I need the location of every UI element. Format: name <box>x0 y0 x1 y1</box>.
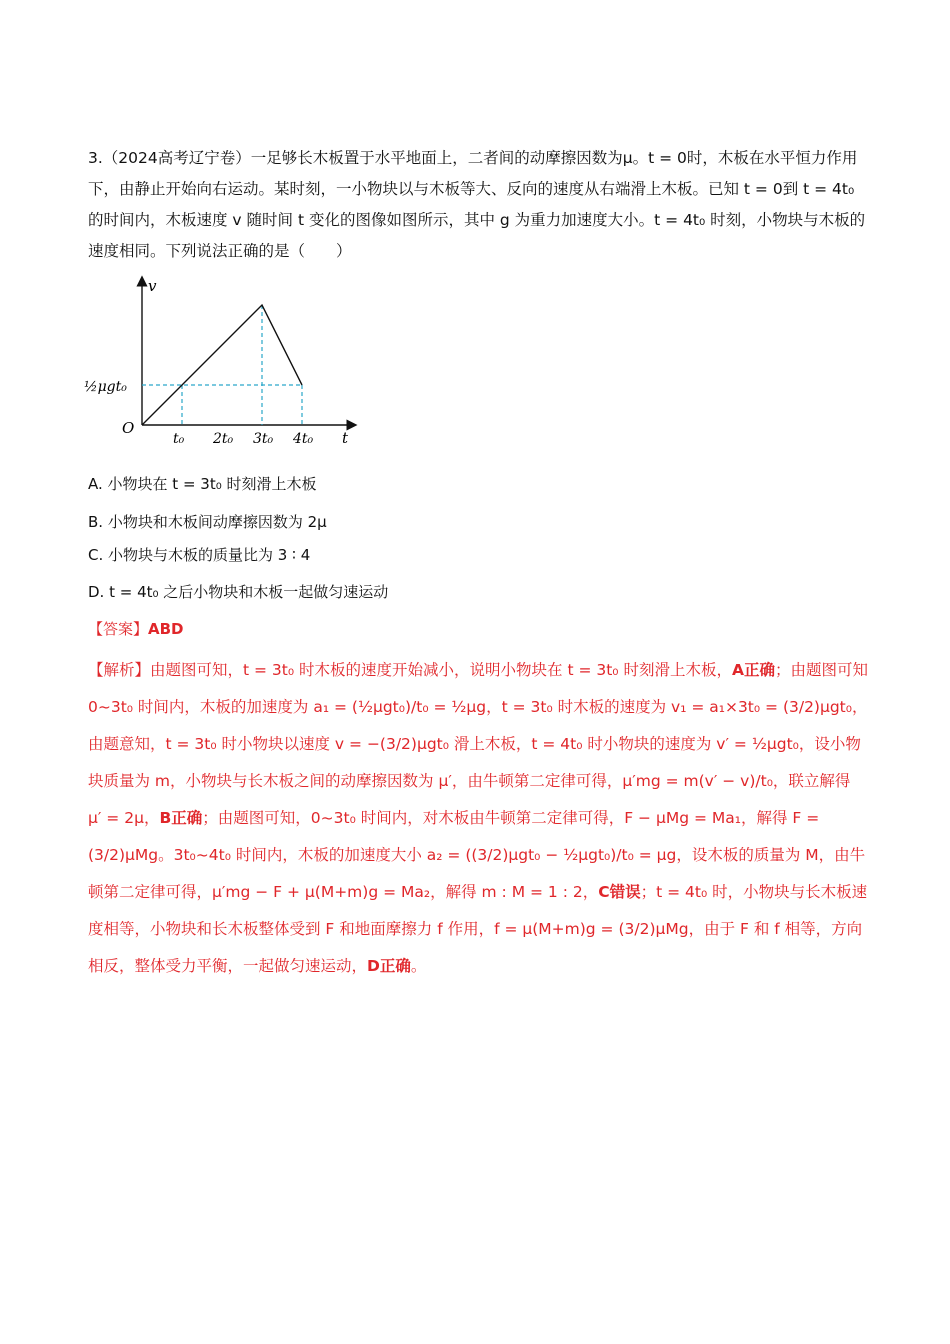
analysis-p2: ；由题图可知 0~3t₀ 时间内，木板的加速度为 a₁ = (½μgt₀)/t₀ = ½μg，t = 3t₀ 时木板的速度为 v₁ = a₁×3t₀ = (3/2)μgt₀，由题意知，t = 3t₀ 时小物块以速度 v = −(3/2)μgt₀ 滑上木板，t = 4t₀ 时小物块的速度为 v′ = ½μgt₀，设小物块质量为 m，小物块与长木板之间的动摩擦因数为 μ′，由牛顿第二定律可得，μ′mg = m(v′ − v)/t₀，联立解得 μ′ = 2μ， <box>88 661 868 827</box>
answer-line <box>88 618 184 639</box>
analysis-p4: ；t = 4t₀ 时，小物块与长木板速度相等，小物块和长木板整体受到 F 和地面摩擦力 f 作用，f = μ(M+m)g = (3/2)μMg，由于 F 和 f 相等，方向相反，整体受力平衡，一起做匀速运动， <box>88 883 868 975</box>
analysis-c-wrong: C错误 <box>598 883 641 901</box>
y-tick-label: ½μgt₀ <box>84 379 127 395</box>
option-a[interactable]: A. 小物块在 t = 3t₀ 时刻滑上木板 <box>88 475 317 493</box>
option-b[interactable]: B. 小物块和木板间动摩擦因数为 2μ <box>88 513 327 531</box>
analysis-d-correct: D正确 <box>367 957 411 975</box>
option-c[interactable]: C. 小物块与木板的质量比为 3 ∶ 4 <box>88 546 311 564</box>
analysis-p3: ；由题图可知，0~3t₀ 时间内，对木板由牛顿第二定律可得，F − μMg = Ma₁，解得 F = (3/2)μMg。3t₀~4t₀ 时间内，木板的加速度大小 a₂ = ((3/2)μgt₀ − ½μgt₀)/t₀ = μg，设木板的质量为 M，由牛顿第二定律可得，μ′mg − F + μ(M+m)g = Ma₂，解得 m : M = 1 : 2， <box>88 809 866 901</box>
option-d[interactable]: D. t = 4t₀ 之后小物块和木板一起做匀速运动 <box>88 583 389 601</box>
analysis-p1: 由题图可知，t = 3t₀ 时木板的速度开始减小，说明小物块在 t = 3t₀ 时刻滑上木板， <box>150 661 732 679</box>
analysis-b-correct: B正确 <box>159 809 203 827</box>
x-tick-label-1: t₀ <box>173 431 185 447</box>
velocity-line <box>142 305 302 425</box>
answer-value: ABD <box>148 620 184 638</box>
analysis-a-correct: A正确 <box>731 661 775 679</box>
origin-label: O <box>122 419 135 437</box>
analysis-label: 【解析】 <box>88 661 151 679</box>
y-axis-label: v <box>148 277 157 295</box>
velocity-time-graph <box>82 275 362 450</box>
question-stem: 3.（2024高考辽宁卷）一足够长木板置于水平地面上，二者间的动摩擦因数为μ。t = 0时，木板在水平恒力作用下，由静止开始向右运动。某时刻，一小物块以与木板等大、反向的速度从右端滑上木板。已知 t = 0到 t = 4t₀ 的时间内，木板速度 v 随时间 t 变化的图像如图所示，其中 g 为重力加速度大小。t = 4t₀ 时刻，小物块与木板的速度相同。下列说法正确的是（ ） <box>88 149 866 260</box>
x-axis-label: t <box>342 429 349 447</box>
x-tick-label-2: 2t₀ <box>213 431 234 447</box>
analysis-block <box>88 652 868 985</box>
x-tick-label-4: 4t₀ <box>293 431 314 447</box>
x-tick-label-3: 3t₀ <box>253 431 274 447</box>
analysis-end: 。 <box>410 957 427 975</box>
answer-label: 【答案】 <box>88 620 149 638</box>
